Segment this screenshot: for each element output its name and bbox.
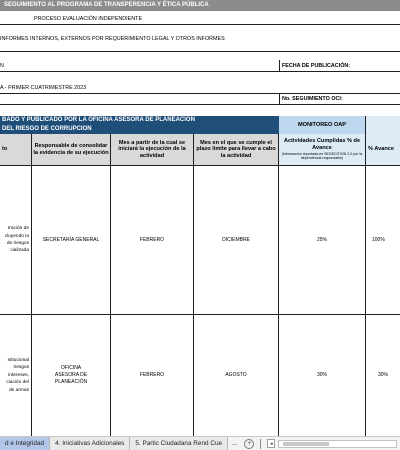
- tracking-number-label: No. SEGUIMIENTO OCI:: [282, 96, 343, 102]
- more-tabs-button[interactable]: ...: [232, 440, 238, 447]
- scrollbar-thumb[interactable]: [283, 442, 329, 446]
- entity-label: N: [0, 63, 4, 69]
- tab-divider: [260, 439, 261, 449]
- tab-integridad[interactable]: d e Integridad: [0, 437, 50, 450]
- report-title: SEGUIMIENTO AL PROGRAMA DE TRANSPERENCIA Y ÉTICA PÚBLICA: [0, 0, 400, 11]
- report-type: INFORMES INTERNOS, EXTERNOS POR REQUERIMIENTO LEGAL Y OTROS INFORMES: [0, 36, 225, 42]
- monitoring-extra-header: [366, 116, 400, 134]
- row-2-description[interactable]: stitucional riesgos intereses, ciación del de armas: [0, 315, 32, 436]
- start-month-column-header: Mes a partir de la cual se iniciará la ejecución de la actividad: [111, 134, 194, 165]
- monitoring-header: [279, 116, 366, 134]
- row-2-start-month[interactable]: FEBRERO: [111, 315, 194, 436]
- publication-date-label: FECHA DE PUBLICACIÓN:: [282, 63, 351, 69]
- approved-section-title: BADO Y PUBLICADO POR LA OFICINA ASESORA DE PLANEACIÓN: [0, 116, 279, 125]
- row-2-oci-progress[interactable]: 30%: [378, 372, 389, 379]
- row-1-description[interactable]: tración de cluyendo la de riesgos cializada: [0, 166, 32, 314]
- process-label: PROCESO EVALUACIÓN INDEPENDIENTE: [34, 16, 143, 22]
- row-1-start-month[interactable]: FEBRERO: [111, 166, 194, 314]
- row-1-progress[interactable]: 25%: [279, 166, 366, 314]
- end-month-column-header: Mes en el que se cumple el plazo límite para llevar a cabo la actividad: [194, 134, 279, 165]
- tab-participacion-ciudadana[interactable]: 5. Partic Ciudadana Rend Cue: [130, 437, 228, 450]
- progress-note: (Información reportada en SEGECITION 2.0 por la dependencia responsable): [281, 152, 363, 161]
- row-1-oci-progress[interactable]: 100%: [372, 236, 385, 243]
- sheet-tab-bar: [0, 436, 400, 450]
- activity-column-header: to: [0, 134, 32, 165]
- row-1-responsible[interactable]: SECRETARÍA GENERAL: [32, 166, 111, 314]
- row-2-responsible[interactable]: OFICINA ASESORA DE PLANEACIÓN: [32, 315, 111, 436]
- add-sheet-icon[interactable]: +: [244, 439, 254, 449]
- horizontal-scrollbar[interactable]: [278, 440, 397, 448]
- progress-column-header: Actividades Cumplidas % de Avance (Información reportada en SEGECITION 2.0 por la dependencia responsable): [279, 134, 366, 165]
- row-2-progress[interactable]: 30%: [279, 315, 366, 436]
- tab-iniciativas-adicionales[interactable]: 4. Iniciativas Adicionales: [50, 437, 130, 450]
- scroll-left-icon[interactable]: ◂: [267, 439, 275, 448]
- oci-progress-column-header: % Avance: [366, 134, 400, 165]
- responsible-column-header: Responsable de consolidar la evidencia de su ejecución: [32, 134, 111, 165]
- monitoring-title: MONITOREO OAP: [297, 121, 347, 128]
- row-2-end-month[interactable]: AGOSTO: [194, 315, 279, 436]
- risk-section-title: DEL RIESGO DE CORRUPCIÓN: [0, 125, 279, 134]
- row-1-end-month[interactable]: DICIEMBRE: [194, 166, 279, 314]
- period-label: A - PRIMER CUATRIMESTRE 2023: [0, 85, 87, 91]
